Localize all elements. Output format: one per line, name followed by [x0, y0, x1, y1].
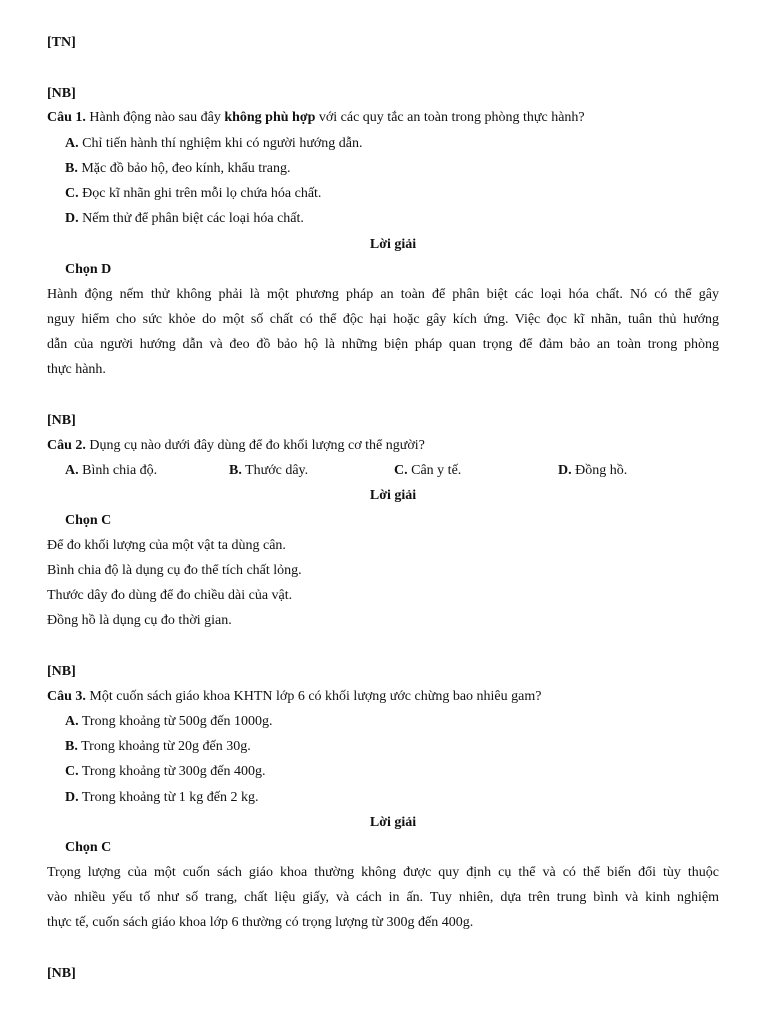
- option-text: Chỉ tiến hành thí nghiệm khi có người hướng dẫn.: [78, 136, 363, 151]
- q3-option-b: [65, 738, 251, 756]
- q1-explanation-line: dẫn của người hướng dẫn và đeo đồ bảo hộ là những biện pháp quan trọng để đảm bảo an toàn trong phòng: [47, 337, 719, 352]
- q3-option-d: [65, 789, 259, 807]
- q1-level-tag: [NB]: [47, 86, 76, 101]
- q1-stem: [47, 109, 585, 127]
- q2-solution-title: Lời giải: [369, 488, 417, 503]
- q3-option-c: [65, 763, 266, 781]
- q2-level-tag: [NB]: [47, 413, 76, 428]
- q2-option-b: [229, 462, 308, 480]
- q2-option-c: [394, 462, 461, 480]
- q1-stem-text-a: Hành động nào sau đây: [85, 110, 225, 125]
- q2-explanation-line: Đồng hồ là dụng cụ đo thời gian.: [47, 613, 232, 628]
- q3-stem-text: Một cuốn sách giáo khoa KHTN lớp 6 có khối lượng ước chừng bao nhiêu gam?: [85, 689, 542, 704]
- option-text: Trong khoảng từ 1 kg đến 2 kg.: [78, 790, 259, 805]
- option-text: Cân y tế.: [407, 463, 462, 478]
- q3-explanation-line: Trọng lượng của một cuốn sách giáo khoa thường không được quy định cụ thể và có thể biến đổi tùy thuộc: [47, 865, 719, 880]
- q2-explanation-line: Thước dây đo dùng để đo chiều dài của vật.: [47, 588, 293, 603]
- option-letter: A.: [65, 136, 79, 151]
- q1-number: Câu 1.: [47, 110, 86, 125]
- option-letter: C.: [65, 186, 79, 201]
- q1-option-d: [65, 210, 304, 228]
- option-letter: C.: [65, 764, 79, 779]
- q1-stem-emphasis: không phù hợp: [224, 110, 316, 125]
- option-letter: B.: [65, 739, 78, 754]
- option-letter: D.: [558, 463, 572, 478]
- q2-explanation-line: Để đo khối lượng của một vật ta dùng cân.: [47, 538, 286, 553]
- q2-choice: Chọn C: [65, 513, 112, 528]
- q2-option-d: [558, 462, 627, 480]
- option-text: Trong khoảng từ 300g đến 400g.: [78, 764, 266, 779]
- q3-number: Câu 3.: [47, 689, 86, 704]
- option-letter: B.: [65, 161, 78, 176]
- q3-solution-title: Lời giải: [369, 815, 417, 830]
- q2-option-a: [65, 462, 157, 480]
- q2-stem-text: Dụng cụ nào dưới đây dùng để đo khối lượng cơ thể người?: [85, 438, 425, 453]
- section-tag: [TN]: [47, 35, 76, 50]
- q1-option-b: [65, 160, 291, 178]
- option-letter: A.: [65, 463, 79, 478]
- option-letter: B.: [229, 463, 242, 478]
- q1-explanation-line: Hành động nếm thử không phải là một phương pháp an toàn để phân biệt các loại hóa chất. Nó có thể gây: [47, 287, 719, 302]
- q4-level-tag: [NB]: [47, 966, 76, 981]
- option-text: Trong khoảng từ 500g đến 1000g.: [78, 714, 273, 729]
- q1-option-a: [65, 135, 363, 153]
- option-letter: A.: [65, 714, 79, 729]
- option-text: Trong khoảng từ 20g đến 30g.: [77, 739, 251, 754]
- option-text: Đọc kĩ nhãn ghi trên mỗi lọ chứa hóa chất.: [78, 186, 322, 201]
- q1-stem-text-b: với các quy tắc an toàn trong phòng thực hành?: [315, 110, 585, 125]
- q3-explanation-line: vào nhiều yếu tố như số trang, chất liệu giấy, và cách in ấn. Tuy nhiên, dựa trên trung bình và kinh nghiệm: [47, 890, 719, 905]
- option-letter: D.: [65, 211, 79, 226]
- option-text: Nếm thử để phân biệt các loại hóa chất.: [78, 211, 304, 226]
- q2-stem: [47, 437, 425, 455]
- q1-option-c: [65, 185, 321, 203]
- q1-explanation-line: nguy hiểm cho sức khỏe do một số chất có thể độc hại hoặc gây kích ứng. Việc đọc kĩ nhãn, tuân thủ hướng: [47, 312, 719, 327]
- option-text: Thước dây.: [241, 463, 309, 478]
- option-text: Bình chia độ.: [78, 463, 158, 478]
- q3-option-a: [65, 713, 273, 731]
- option-text: Đồng hồ.: [571, 463, 628, 478]
- q3-explanation-line: thực tế, cuốn sách giáo khoa lớp 6 thường có trọng lượng từ 300g đến 400g.: [47, 915, 474, 930]
- q2-number: Câu 2.: [47, 438, 86, 453]
- q3-level-tag: [NB]: [47, 664, 76, 679]
- q1-choice: Chọn D: [65, 262, 112, 277]
- q1-solution-title: Lời giải: [369, 237, 417, 252]
- option-letter: C.: [394, 463, 408, 478]
- q2-explanation-line: Bình chia độ là dụng cụ đo thể tích chất lỏng.: [47, 563, 302, 578]
- option-text: Mặc đồ bảo hộ, đeo kính, khẩu trang.: [77, 161, 291, 176]
- q3-choice: Chọn C: [65, 840, 112, 855]
- option-letter: D.: [65, 790, 79, 805]
- q3-stem: [47, 688, 541, 706]
- q1-explanation-line: thực hành.: [47, 362, 106, 377]
